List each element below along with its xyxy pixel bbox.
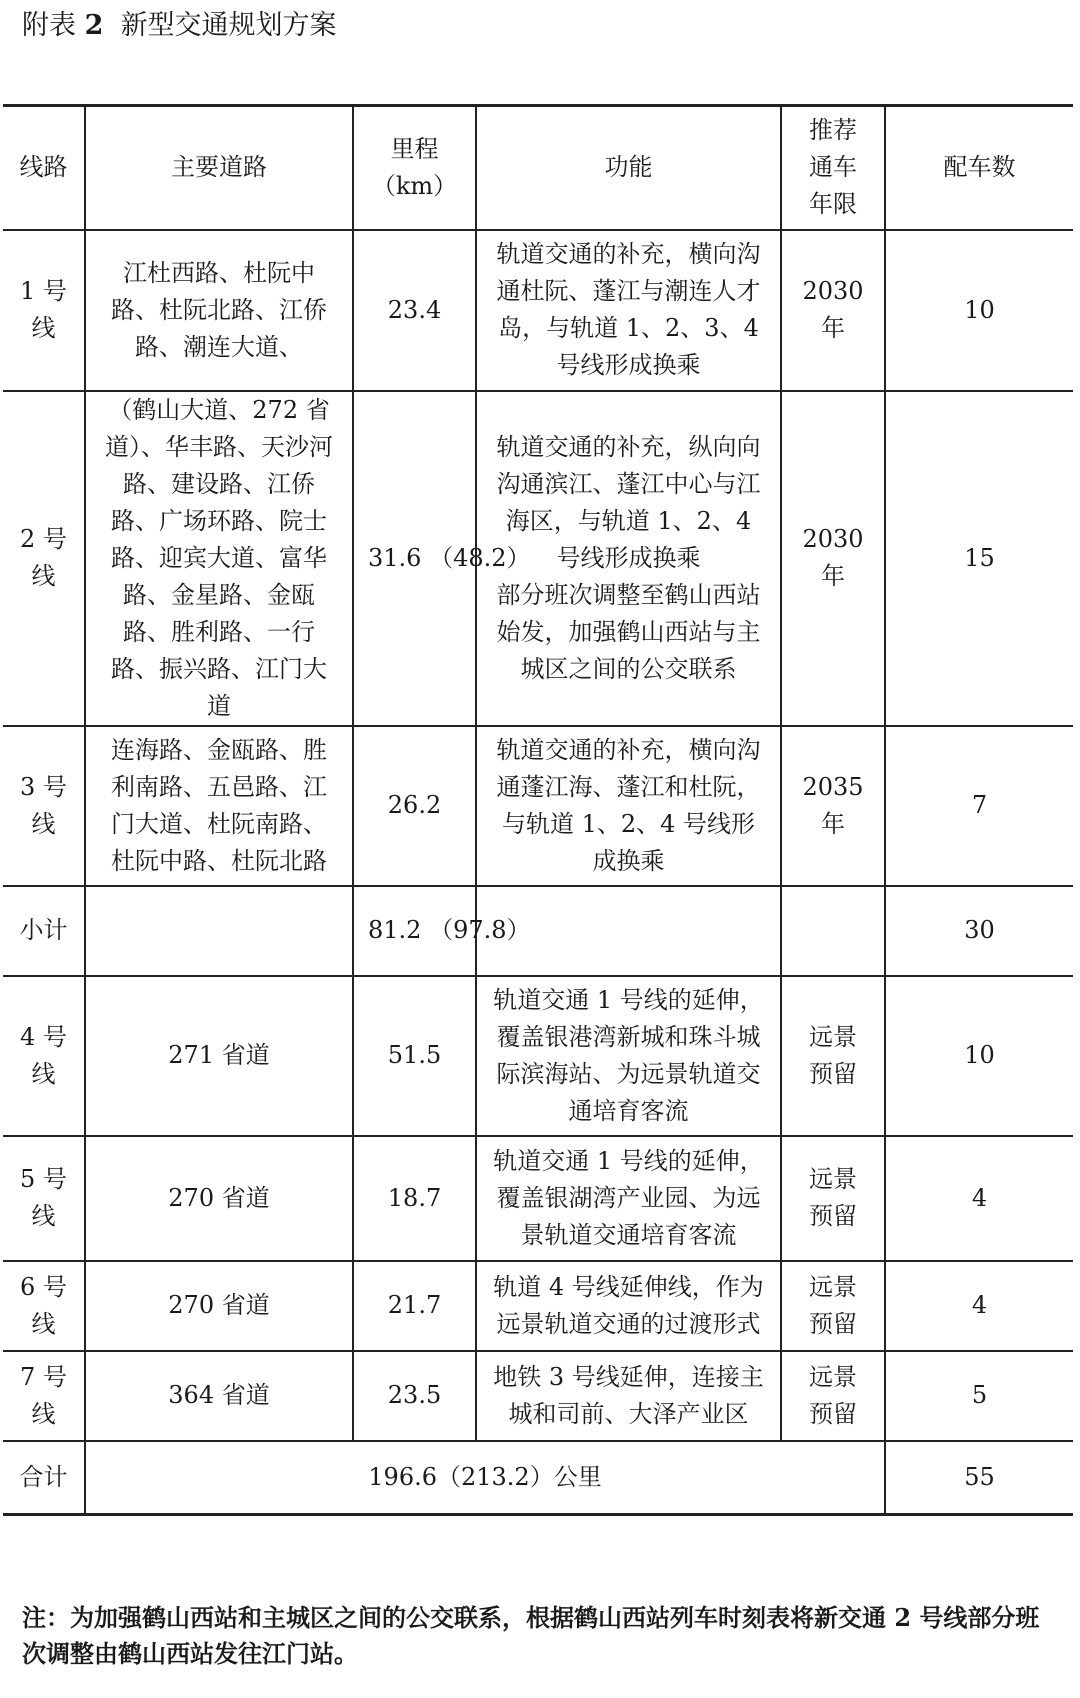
row-mileage: 81.2 （97.8） bbox=[353, 886, 476, 976]
row-year: 远景 预留 bbox=[781, 976, 885, 1136]
row-roads: 271 省道 bbox=[85, 976, 353, 1136]
row-mileage: 23.4 bbox=[353, 230, 476, 391]
row-vehicles: 7 bbox=[885, 726, 1073, 886]
row-roads: 连海路、金瓯路、胜利南路、五邑路、江门大道、杜阮南路、杜阮中路、杜阮北路 bbox=[85, 726, 353, 886]
row-year: 2035 年 bbox=[781, 726, 885, 886]
row-roads: 270 省道 bbox=[85, 1261, 353, 1351]
row-vehicles: 4 bbox=[885, 1136, 1073, 1261]
row-line: 5 号 线 bbox=[3, 1136, 85, 1261]
row-mileage: 26.2 bbox=[353, 726, 476, 886]
row-line: 2 号 线 bbox=[3, 391, 85, 726]
total-vehicles: 55 bbox=[885, 1441, 1073, 1515]
row-year: 远景 预留 bbox=[781, 1261, 885, 1351]
title-prefix: 附表 bbox=[22, 10, 76, 41]
table-row bbox=[3, 230, 1073, 391]
row-roads: （鹤山大道、272 省道）、华丰路、天沙河路、建设路、江侨路、广场环路、院士路、迎宾大道、富华路、金星路、金瓯路、胜利路、一行路、振兴路、江门大道 bbox=[85, 391, 353, 726]
row-year: 2030 年 bbox=[781, 230, 885, 391]
row-line: 7 号 线 bbox=[3, 1351, 85, 1441]
row-mileage: 31.6 （48.2） bbox=[353, 391, 476, 726]
header-function: 功能 bbox=[476, 106, 781, 230]
row-roads: 364 省道 bbox=[85, 1351, 353, 1441]
row-mileage: 18.7 bbox=[353, 1136, 476, 1261]
row-roads: 江杜西路、杜阮中路、杜阮北路、江侨路、潮连大道、 bbox=[85, 230, 353, 391]
row-mileage: 23.5 bbox=[353, 1351, 476, 1441]
row-function: 轨道交通的补充，纵向向沟通滨江、蓬江中心与江海区，与轨道 1、2、4 号线形成换乘 部分班次调整至鹤山西站始发，加强鹤山西站与主城区之间的公交联系 bbox=[476, 391, 781, 726]
table-row bbox=[3, 1136, 1073, 1261]
title-name: 新型交通规划方案 bbox=[120, 10, 337, 41]
row-vehicles: 10 bbox=[885, 230, 1073, 391]
row-mileage: 21.7 bbox=[353, 1261, 476, 1351]
row-line: 3 号 线 bbox=[3, 726, 85, 886]
table-footnote: 注：为加强鹤山西站和主城区之间的公交联系，根据鹤山西站列车时刻表将新交通 2 号线部分班次调整由鹤山西站发往江门站。 bbox=[22, 1603, 1040, 1668]
row-function: 轨道交通的补充，横向沟通杜阮、蓬江与潮连人才岛，与轨道 1、2、3、4 号线形成换乘 bbox=[476, 230, 781, 391]
total-mileage: 196.6（213.2）公里 bbox=[85, 1441, 885, 1515]
row-function: 轨道交通的补充，横向沟通蓬江海、蓬江和杜阮，与轨道 1、2、4 号线形成换乘 bbox=[476, 726, 781, 886]
header-line: 线路 bbox=[3, 106, 85, 230]
table-row-subtotal bbox=[3, 886, 1073, 976]
table-row bbox=[3, 391, 1073, 726]
row-line: 4 号 线 bbox=[3, 976, 85, 1136]
row-function: 轨道交通 1 号线的延伸，覆盖银港湾新城和珠斗城际滨海站、为远景轨道交通培育客流 bbox=[476, 976, 781, 1136]
row-vehicles: 15 bbox=[885, 391, 1073, 726]
row-mileage: 51.5 bbox=[353, 976, 476, 1136]
row-vehicles: 30 bbox=[885, 886, 1073, 976]
row-function: 轨道交通 1 号线的延伸，覆盖银湖湾产业园、为远景轨道交通培育客流 bbox=[476, 1136, 781, 1261]
table-row bbox=[3, 1351, 1073, 1441]
table-header-row bbox=[3, 106, 1073, 230]
transit-plan-table bbox=[3, 104, 1073, 1516]
row-year bbox=[781, 886, 885, 976]
row-line: 小计 bbox=[3, 886, 85, 976]
row-function: 轨道 4 号线延伸线，作为远景轨道交通的过渡形式 bbox=[476, 1261, 781, 1351]
row-vehicles: 4 bbox=[885, 1261, 1073, 1351]
header-mileage: 里程 （km） bbox=[353, 106, 476, 230]
row-roads bbox=[85, 886, 353, 976]
title-number: 2 bbox=[84, 10, 104, 41]
row-year: 2030 年 bbox=[781, 391, 885, 726]
header-year: 推荐 通车 年限 bbox=[781, 106, 885, 230]
row-roads: 270 省道 bbox=[85, 1136, 353, 1261]
total-label: 合计 bbox=[3, 1441, 85, 1515]
row-year: 远景 预留 bbox=[781, 1351, 885, 1441]
row-line: 6 号 线 bbox=[3, 1261, 85, 1351]
row-vehicles: 5 bbox=[885, 1351, 1073, 1441]
table-row bbox=[3, 976, 1073, 1136]
row-line: 1 号 线 bbox=[3, 230, 85, 391]
table-row-total bbox=[3, 1441, 1073, 1515]
table-row bbox=[3, 726, 1073, 886]
row-function: 地铁 3 号线延伸，连接主城和司前、大泽产业区 bbox=[476, 1351, 781, 1441]
table-row bbox=[3, 1261, 1073, 1351]
header-vehicles: 配车数 bbox=[885, 106, 1073, 230]
header-roads: 主要道路 bbox=[85, 106, 353, 230]
row-year: 远景 预留 bbox=[781, 1136, 885, 1261]
table-title bbox=[22, 6, 337, 46]
row-vehicles: 10 bbox=[885, 976, 1073, 1136]
